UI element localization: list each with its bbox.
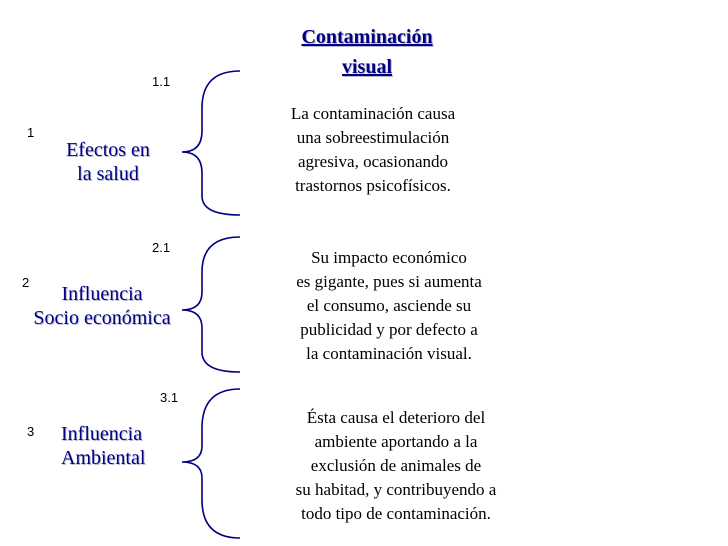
section-1-label-line-1: Efectos en xyxy=(66,139,150,161)
section-3-desc-line: todo tipo de contaminación. xyxy=(301,504,491,523)
section-1-desc-line: La contaminación causa xyxy=(290,104,456,123)
section-2-desc-line: la contaminación visual. xyxy=(306,344,472,363)
section-2-desc-line: publicidad y por defecto a xyxy=(300,320,478,339)
section-2-subnumber: 2.1 xyxy=(152,240,171,255)
brace-3 xyxy=(182,389,240,538)
section-1-subnumber: 1.1 xyxy=(152,74,171,89)
section-1-description xyxy=(263,102,483,198)
section-2-desc-line: el consumo, asciende su xyxy=(306,296,472,315)
section-1-number: 1 xyxy=(27,125,35,140)
section-2-description xyxy=(266,246,512,366)
section-3-desc-line: ambiente aportando a la xyxy=(314,432,478,451)
section-3-desc-line: exclusión de animales de xyxy=(310,456,482,475)
title-line-1: Contaminación xyxy=(301,26,433,48)
section-3-label-line-2: Ambiental xyxy=(61,447,146,469)
section-1-desc-line: agresiva, ocasionando xyxy=(297,152,449,171)
section-2-label-line-1: Influencia xyxy=(61,283,143,305)
section-2-desc-line: Su impacto económico xyxy=(311,248,467,267)
section-2-label xyxy=(6,282,198,330)
section-2-desc-line: es gigante, pues si aumenta xyxy=(296,272,482,291)
section-3-label-line-1: Influencia xyxy=(61,423,143,445)
section-3-description xyxy=(272,406,520,526)
section-3-label xyxy=(61,422,145,470)
section-2-label-line-2: Socio económica xyxy=(33,307,171,329)
section-3-desc-line: Ésta causa el deterioro del xyxy=(306,408,486,427)
section-1-label xyxy=(52,138,164,186)
section-1-label-line-2: la salud xyxy=(77,163,139,185)
section-1-desc-line: trastornos psicofísicos. xyxy=(295,176,451,195)
section-3-desc-line: su habitad, y contribuyendo a xyxy=(295,480,497,499)
section-2-number: 2 xyxy=(22,275,30,290)
section-3-subnumber: 3.1 xyxy=(160,390,179,405)
section-3-number: 3 xyxy=(27,424,35,439)
title-line-2: visual xyxy=(341,56,393,78)
brace-1 xyxy=(182,71,240,215)
section-1-desc-line: una sobreestimulación xyxy=(296,128,450,147)
